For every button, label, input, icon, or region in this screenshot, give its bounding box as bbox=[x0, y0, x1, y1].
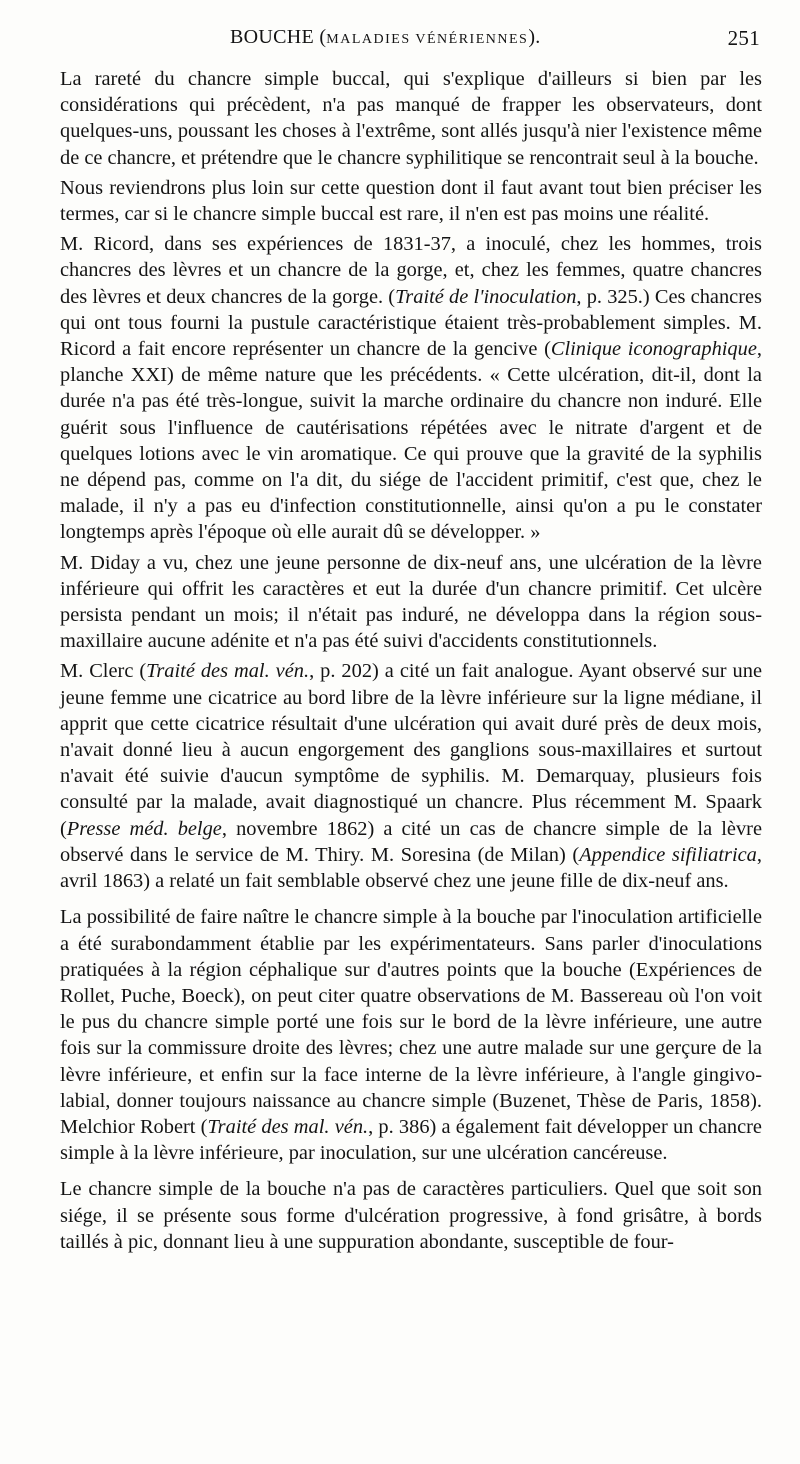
running-title-subtitle: MALADIES VÉNÉRIENNES bbox=[326, 32, 529, 47]
p3-text-e: , planche XXI) de même nature que les précédents. « Cette ulcération, dit-il, dont la durée n'a pas été très-longue, suivit la marche ordinaire du chancre non induré. Elle guérit sous l'influence de cautérisations répétées avec le nitrate d'argent et de quelques lotions avec le vin aromatique. Ce qui prouve que la gravité de la syphilis ne dépend pas, comme on l'a dit, du siége de l'accident primitif, c'est que, chez le malade, il n'y a pas eu d'infection constitutionnelle, ainsi qu'on a pu le constater longtemps après l'époque où elle aurait dû se développer. » bbox=[60, 338, 762, 544]
paragraph-4: M. Diday a vu, chez une jeune personne de dix-neuf ans, une ulcération de la lèvre inférieure qui offrit les caractères et eut la durée d'un chancre primitif. Cet ulcère persista pendant un mois; il n'était pas induré, ne développa dans la région sous-maxillaire aucune adénite et n'a pas été suivi d'accidents constitutionnels. bbox=[60, 551, 762, 653]
running-title-end: ). bbox=[528, 26, 541, 48]
p5-text-e: , novembre 1862) a cité un cas de chancre simple de la lèvre observé dans le service de M. Thiry. M. Soresina (de Milan) ( bbox=[60, 817, 763, 866]
running-title bbox=[230, 26, 541, 49]
running-header bbox=[60, 26, 760, 56]
p3-citation-clinique: Clinique iconographique bbox=[550, 338, 757, 361]
paragraph-6 bbox=[60, 904, 762, 1166]
p6-citation-robert: Traité des mal. vén. bbox=[207, 1115, 369, 1138]
p5-citation-presse: Presse méd. belge bbox=[66, 817, 222, 840]
paragraph-7: Le chancre simple de la bouche n'a pas de caractères particuliers. Quel que soit son siége, il se présente sous forme d'ulcération progressive, à fond grisâtre, à bords taillés à pic, donnant lieu à une suppuration abondante, susceptible de four- bbox=[60, 1178, 762, 1253]
p3-text-a: M. Ricord, dans ses expériences de 1831-37, a inoculé, chez les hommes, trois chancres des lèvres et un chancre de la gorge, et, chez les femmes, quatre chancres des lèvres et deux chancres de la gorge. ( bbox=[60, 233, 762, 308]
paragraph-1: La rareté du chancre simple buccal, qui s'explique d'ailleurs si bien par les considérations qui précèdent, n'a pas manqué de frapper les observateurs, dont quelques-uns, poussant les choses à l'extrême, sont allés jusqu'à nier l'existence même de ce chancre, et prétendre que le chancre syphilitique se rencontrait seul à la bouche. bbox=[60, 68, 762, 169]
body-text bbox=[60, 66, 762, 1255]
p6-text-a: La possibilité de faire naître le chancre simple à la bouche par l'inoculation artificielle a été surabondamment établie par les expérimentateurs. Sans parler d'inoculations pratiquées à la région céphalique sur d'autres points que la bouche (Expériences de Rollet, Puche, Boeck), on peut citer quatre observations de M. Bassereau où l'on voit le pus du chancre simple porté une fois sur le bord de la lèvre inférieure, une autre fois sur la commissure droite des lèvres; chez une autre malade sur une gerçure de la lèvre inférieure, et enfin sur la face interne de la lèvre inférieure, à l'angle gingivo-labial, donner toujours naissance au chancre simple (Buzenet, Thèse de Paris, 1858). Melchior Robert ( bbox=[60, 906, 762, 1138]
p3-citation-inoculation: Traité de l'inoculation bbox=[395, 285, 577, 308]
paragraph-3 bbox=[60, 231, 762, 545]
paragraph-2: Nous reviendrons plus loin sur cette question dont il faut avant tout bien préciser les termes, car si le chancre simple buccal est rare, il n'en est pas moins une réalité. bbox=[60, 176, 762, 226]
p6-text-c: , p. 386) a également fait développer un chancre simple à la lèvre inférieure, par inoculation, sur une ulcération cancéreuse. bbox=[60, 1115, 762, 1165]
p5-citation-appendice: Appendice sifiliatrica bbox=[579, 843, 757, 866]
p3-text-c: , p. 325.) Ces chancres qui ont tous fourni la pustule caractéristique étaient très-probablement simples. M. Ricord a fait encore représenter un chancre de la gencive ( bbox=[60, 285, 762, 361]
p5-text-a: M. Clerc ( bbox=[60, 660, 147, 683]
p5-text-g: , avril 1863) a relaté un fait semblable observé chez une jeune fille de dix-neuf ans. bbox=[60, 843, 762, 893]
p5-text-c: , p. 202) a cité un fait analogue. Ayant observé sur une jeune femme une cicatrice au bord libre de la lèvre inférieure sur la ligne médiane, il apprit que cette cicatrice résultait d'une ulcération qui avait duré près de deux mois, n'avait donné lieu à aucun engorgement des ganglions sous-maxillaires et surtout n'avait été suivie d'aucun symptôme de syphilis. M. Demarquay, plusieurs fois consulté par la malade, avait diagnostiqué un chancre. Plus récemment M. Spaark ( bbox=[60, 660, 762, 840]
running-title-main: BOUCHE ( bbox=[230, 26, 327, 48]
page-number: 251 bbox=[727, 26, 760, 50]
paragraph-5 bbox=[60, 658, 762, 894]
p5-citation-clerc: Traité des mal. vén. bbox=[146, 660, 310, 683]
